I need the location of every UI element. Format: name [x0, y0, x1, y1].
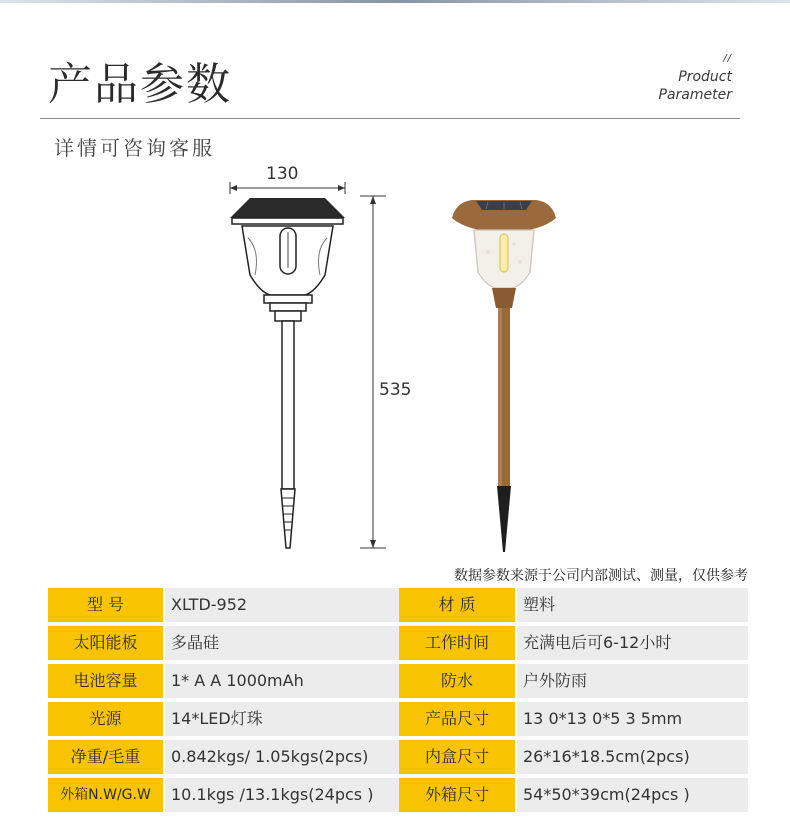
spec-label: 电池容量	[48, 664, 163, 698]
spec-row	[48, 702, 748, 736]
spec-label: 防水	[399, 664, 515, 698]
spec-value: XLTD-952	[165, 588, 444, 622]
english-title	[659, 50, 732, 104]
english-title-line2: Parameter	[658, 87, 732, 103]
spec-label: 材 质	[399, 588, 515, 622]
spec-value: 26*16*18.5cm(2pcs)	[517, 740, 748, 774]
lamp-line-drawing	[220, 180, 420, 560]
spec-value: 13 0*13 0*5 3 5mm	[517, 702, 748, 736]
spec-row	[48, 778, 748, 812]
spec-value: 多晶硅	[165, 626, 444, 660]
spec-label: 型 号	[48, 588, 163, 622]
height-dimension: 535	[379, 380, 412, 400]
spec-label: 净重/毛重	[48, 740, 163, 774]
lamp-product-image	[448, 192, 560, 557]
title-slashes: //	[723, 53, 732, 64]
data-source-note: 数据参数来源于公司内部测试、测量，仅供参考	[454, 568, 748, 584]
spec-label: 产品尺寸	[399, 702, 515, 736]
spec-value: 0.842kgs/ 1.05kgs(2pcs)	[165, 740, 444, 774]
spec-row	[48, 740, 748, 774]
spec-value: 10.1kgs /13.1kgs(24pcs )	[165, 778, 444, 812]
spec-value: 塑料	[517, 588, 748, 622]
top-divider	[0, 0, 790, 3]
spec-label: 光源	[48, 702, 163, 736]
spec-label: 内盒尺寸	[399, 740, 515, 774]
spec-value: 54*50*39cm(24pcs )	[517, 778, 748, 812]
spec-value: 户外防雨	[517, 664, 748, 698]
spec-label: 工作时间	[399, 626, 515, 660]
spec-label: 外箱尺寸	[399, 778, 515, 812]
spec-label: 外箱N.W/G.W	[48, 778, 163, 812]
page-title: 产品参数	[48, 59, 232, 110]
spec-value: 充满电后可6-12小时	[517, 626, 748, 660]
spec-value: 14*LED灯珠	[165, 702, 444, 736]
spec-row	[48, 664, 748, 698]
spec-value: 1* A A 1000mAh	[165, 664, 444, 698]
width-dimension: 130	[266, 164, 299, 184]
subtitle: 详情可咨询客服	[54, 136, 215, 160]
spec-row	[48, 626, 748, 660]
header-divider	[40, 118, 740, 119]
spec-row	[48, 588, 748, 622]
spec-label: 太阳能板	[48, 626, 163, 660]
english-title-line1: Product	[678, 69, 732, 85]
